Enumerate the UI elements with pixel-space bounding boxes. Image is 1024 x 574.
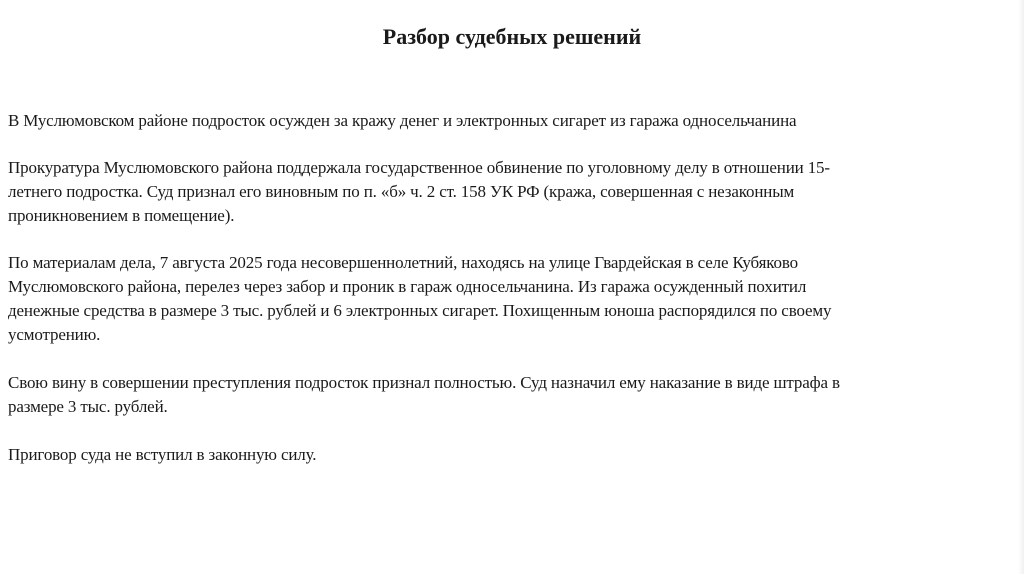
text-line: денежные средства в размере 3 тыс. рублей и 6 электронных сигарет. Похищенным юноша распорядился по своему — [8, 301, 832, 320]
page-title: Разбор судебных решений — [382, 24, 642, 49]
text-line: По материалам дела, 7 августа 2025 года несовершеннолетний, находясь на улице Гвардейская в селе Кубяково — [8, 253, 798, 272]
text-line: Приговор суда не вступил в законную силу. — [8, 445, 317, 464]
paragraph-summary — [8, 109, 1014, 133]
text-line: Прокуратура Муслюмовского района поддержала государственное обвинение по уголовному делу в отношении 15- — [8, 158, 830, 177]
text-line: летнего подростка. Суд признал его виновным по п. «б» ч. 2 ст. 158 УК РФ (кража, совершенная с незаконным — [8, 182, 795, 201]
text-line: размере 3 тыс. рублей. — [8, 397, 168, 416]
text-line: Свою вину в совершении преступления подросток признал полностью. Суд назначил ему наказание в виде штрафа в — [8, 373, 840, 392]
slide-edge-shadow — [1018, 0, 1024, 574]
paragraph-verdict-status — [8, 443, 1014, 467]
paragraph-sentence — [8, 371, 1014, 419]
text-line: проникновением в помещение). — [8, 206, 235, 225]
text-line: В Муслюмовском районе подросток осужден за кражу денег и электронных сигарет из гаража односельчанина — [8, 111, 797, 130]
article-body — [8, 109, 1014, 489]
text-line: Муслюмовского района, перелез через забор и проник в гараж односельчанина. Из гаража осужденный похитил — [8, 277, 807, 296]
paragraph-case-materials — [8, 251, 1014, 347]
paragraph-prosecution — [8, 156, 1014, 228]
text-line: усмотрению. — [8, 325, 101, 344]
